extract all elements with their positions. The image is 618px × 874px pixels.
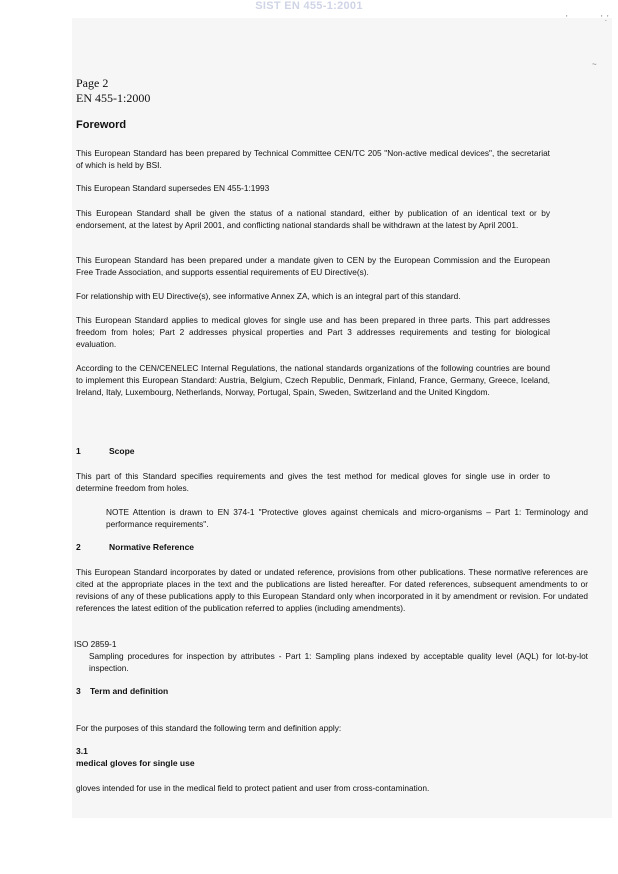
reference-id: ISO 2859-1 (74, 639, 117, 649)
section-number: 1 (76, 446, 81, 456)
foreword-paragraph: This European Standard applies to medical gloves for single use and has been prepared in three parts. This part addresses freedom from holes; Part 2 addresses physical properties and Part 3 addresses requirements and testing for biological evaluation. (76, 315, 550, 349)
section-title: Term and definition (90, 686, 169, 696)
foreword-paragraph: For relationship with EU Directive(s), see informative Annex ZA, which is an integral part of this standard. (76, 291, 461, 301)
reference-title: Sampling procedures for inspection by attributes - Part 1: Sampling plans indexed by acceptable quality level (AQL) for lot-by-lot inspection. (89, 651, 588, 673)
foreword-paragraph: This European Standard has been prepared under a mandate given to CEN by the European Commission and the European Free Trade Association, and supports essential requirements of EU Directive(s). (76, 255, 550, 277)
section-number: 2 (76, 542, 81, 552)
scanned-page (72, 18, 612, 818)
foreword-paragraph: This European Standard shall be given the status of a national standard, either by publication of an identical text or by endorsement, at the latest by April 2001, and conflicting national standards shall be withdrawn at the latest by April 2001. (76, 208, 550, 230)
document-watermark: SIST EN 455-1:2001 (255, 0, 363, 12)
section-title: Scope (109, 446, 135, 456)
section-title: Normative Reference (109, 542, 195, 552)
terms-intro: For the purposes of this standard the following term and definition apply: (76, 723, 342, 733)
scan-speck: ' .' (601, 14, 609, 23)
scope-text: This part of this Standard specifies requirements and gives the test method for medical gloves for single use in order to determine freedom from holes. (76, 471, 550, 493)
section-number: 3 (76, 686, 81, 696)
foreword-paragraph: This European Standard supersedes EN 455-1:1993 (76, 183, 270, 193)
terms-heading (76, 686, 168, 696)
foreword-paragraph: According to the CEN/CENELEC Internal Regulations, the national standards organizations of the following countries are bound to implement this European Standard: Austria, Belgium, Czech Republic, Denmark, Finland, France, Germany, Greece, Iceland, Ireland, Italy, Luxembourg, Netherlands, Norway, Portugal, Spain, Sweden, Switzerland and the United Kingdom. (76, 363, 550, 397)
normative-text: This European Standard incorporates by dated or undated reference, provisions from other publications. These normative references are cited at the appropriate places in the text and the publications are listed hereafter. For dated references, subsequent amendments to or revisions of any of these publications apply to this European Standard only when incorporated in it by amendment or revision. For undated references the latest edition of the publication referred to applies (including amendments). (76, 567, 588, 613)
foreword-paragraph: This European Standard has been prepared by Technical Committee CEN/TC 205 "Non-active medical devices", the secretariat of which is held by BSI. (76, 148, 550, 170)
term-name: medical gloves for single use (76, 758, 195, 768)
term-number: 3.1 (76, 746, 88, 756)
foreword-title: Foreword (76, 119, 127, 131)
normative-heading (76, 542, 194, 552)
scope-heading (76, 446, 135, 456)
standard-id: EN 455-1:2000 (76, 91, 151, 105)
page-number: Page 2 (76, 76, 109, 90)
term-definition: gloves intended for use in the medical field to protect patient and user from cross-contamination. (76, 783, 430, 793)
scope-note: NOTE Attention is drawn to EN 374-1 "Protective gloves against chemicals and micro-organisms – Part 1: Terminology and performance requirements". (106, 507, 588, 529)
scan-speck: ~ (592, 60, 597, 69)
scan-speck: ' (566, 14, 568, 23)
